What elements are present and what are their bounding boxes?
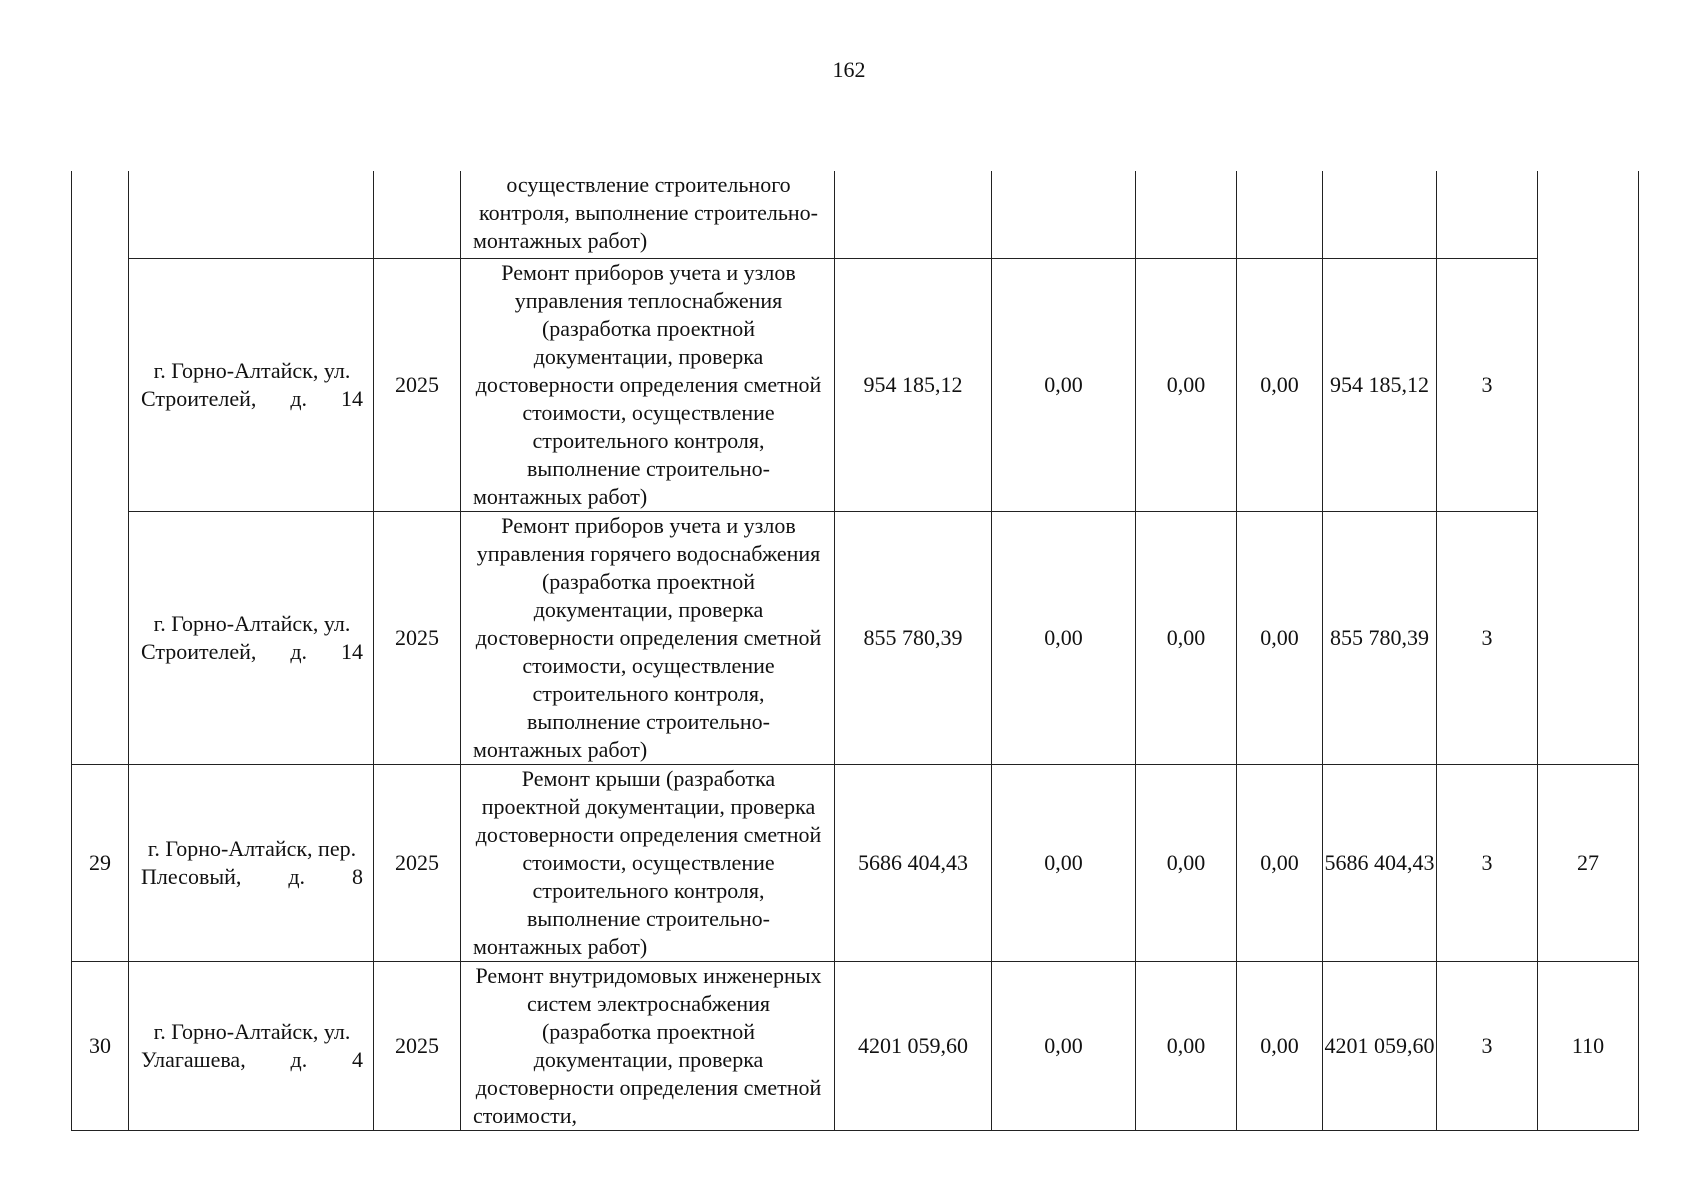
address-cell: г. Горно-Алтайск, ул. Улагашева, д. 4 (129, 961, 374, 1130)
year-cell: 2025 (374, 961, 461, 1130)
cost-cell-2: 0,00 (1136, 961, 1237, 1130)
cost-cell-3: 0,00 (1237, 258, 1323, 511)
repair-table (71, 171, 1639, 1131)
value-cell-5 (1437, 171, 1538, 258)
cost-cell-1 (992, 171, 1136, 258)
cost-cell-3: 0,00 (1237, 961, 1323, 1130)
cost-cell-4: 5686 404,43 (1323, 764, 1437, 961)
total-cost-cell: 4201 059,60 (835, 961, 992, 1130)
year-cell: 2025 (374, 511, 461, 764)
work-description: Ремонт крыши (разработка проектной документации, проверка достоверности определения сметной стоимости, осуществление строительного контроля, выполнение строительно-монтажных работ) (473, 765, 822, 959)
row-number-cell: 30 (72, 961, 129, 1130)
work-description: Ремонт приборов учета и узлов управления теплоснабжения (разработка проектной документации, проверка достоверности определения сметной стоимости, осуществление строительного контроля, выполнение строительно-монтажных работ) (473, 259, 822, 509)
work-description-cell (461, 511, 835, 764)
year-cell: 2025 (374, 258, 461, 511)
cost-cell-2: 0,00 (1136, 764, 1237, 961)
cost-cell-1: 0,00 (992, 258, 1136, 511)
row-number-cell (72, 171, 129, 764)
table-row (72, 764, 1639, 961)
address-cell: г. Горно-Алтайск, ул. Строителей, д. 14 (129, 511, 374, 764)
cost-cell-1: 0,00 (992, 961, 1136, 1130)
year-cell (374, 171, 461, 258)
cost-cell-3 (1237, 171, 1323, 258)
total-cost-cell: 855 780,39 (835, 511, 992, 764)
total-cost-cell: 5686 404,43 (835, 764, 992, 961)
cost-cell-4 (1323, 171, 1437, 258)
work-description: осуществление строительного контроля, выполнение строительно-монтажных работ) (473, 172, 818, 253)
cost-cell-4: 855 780,39 (1323, 511, 1437, 764)
cost-cell-3: 0,00 (1237, 764, 1323, 961)
total-cost-cell: 954 185,12 (835, 258, 992, 511)
work-description: Ремонт внутридомовых инженерных систем электроснабжения (разработка проектной документации, проверка достоверности определения сметной стоимости, (473, 962, 822, 1128)
table-row (72, 171, 1639, 258)
work-description-cell (461, 961, 835, 1130)
work-description-cell (461, 258, 835, 511)
cost-cell-2: 0,00 (1136, 511, 1237, 764)
table-row (72, 258, 1639, 511)
value-cell-5: 3 (1437, 961, 1538, 1130)
row-number-cell: 29 (72, 764, 129, 961)
work-description: Ремонт приборов учета и узлов управления горячего водоснабжения (разработка проектной документации, проверка достоверности определения сметной стоимости, осуществление строительного контроля, выполнение строительно-монтажных работ) (473, 512, 822, 762)
cost-cell-4: 954 185,12 (1323, 258, 1437, 511)
work-description-cell (461, 764, 835, 961)
cost-cell-1: 0,00 (992, 511, 1136, 764)
cost-cell-1: 0,00 (992, 764, 1136, 961)
value-cell-5: 3 (1437, 258, 1538, 511)
value-cell-5: 3 (1437, 511, 1538, 764)
table-row (72, 961, 1639, 1130)
page-number: 162 (832, 57, 866, 82)
cost-cell-2 (1136, 171, 1237, 258)
table-row (72, 511, 1639, 764)
cost-cell-3: 0,00 (1237, 511, 1323, 764)
cost-cell-2: 0,00 (1136, 258, 1237, 511)
address-cell (129, 171, 374, 258)
address-cell: г. Горно-Алтайск, пер. Плесовый, д. 8 (129, 764, 374, 961)
value-cell-5: 3 (1437, 764, 1538, 961)
address-cell: г. Горно-Алтайск, ул. Строителей, д. 14 (129, 258, 374, 511)
total-cost-cell (835, 171, 992, 258)
extra-cell (1538, 171, 1639, 764)
year-cell: 2025 (374, 764, 461, 961)
work-description-cell (461, 171, 835, 258)
extra-cell: 27 (1538, 764, 1639, 961)
extra-cell: 110 (1538, 961, 1639, 1130)
cost-cell-4: 4201 059,60 (1323, 961, 1437, 1130)
